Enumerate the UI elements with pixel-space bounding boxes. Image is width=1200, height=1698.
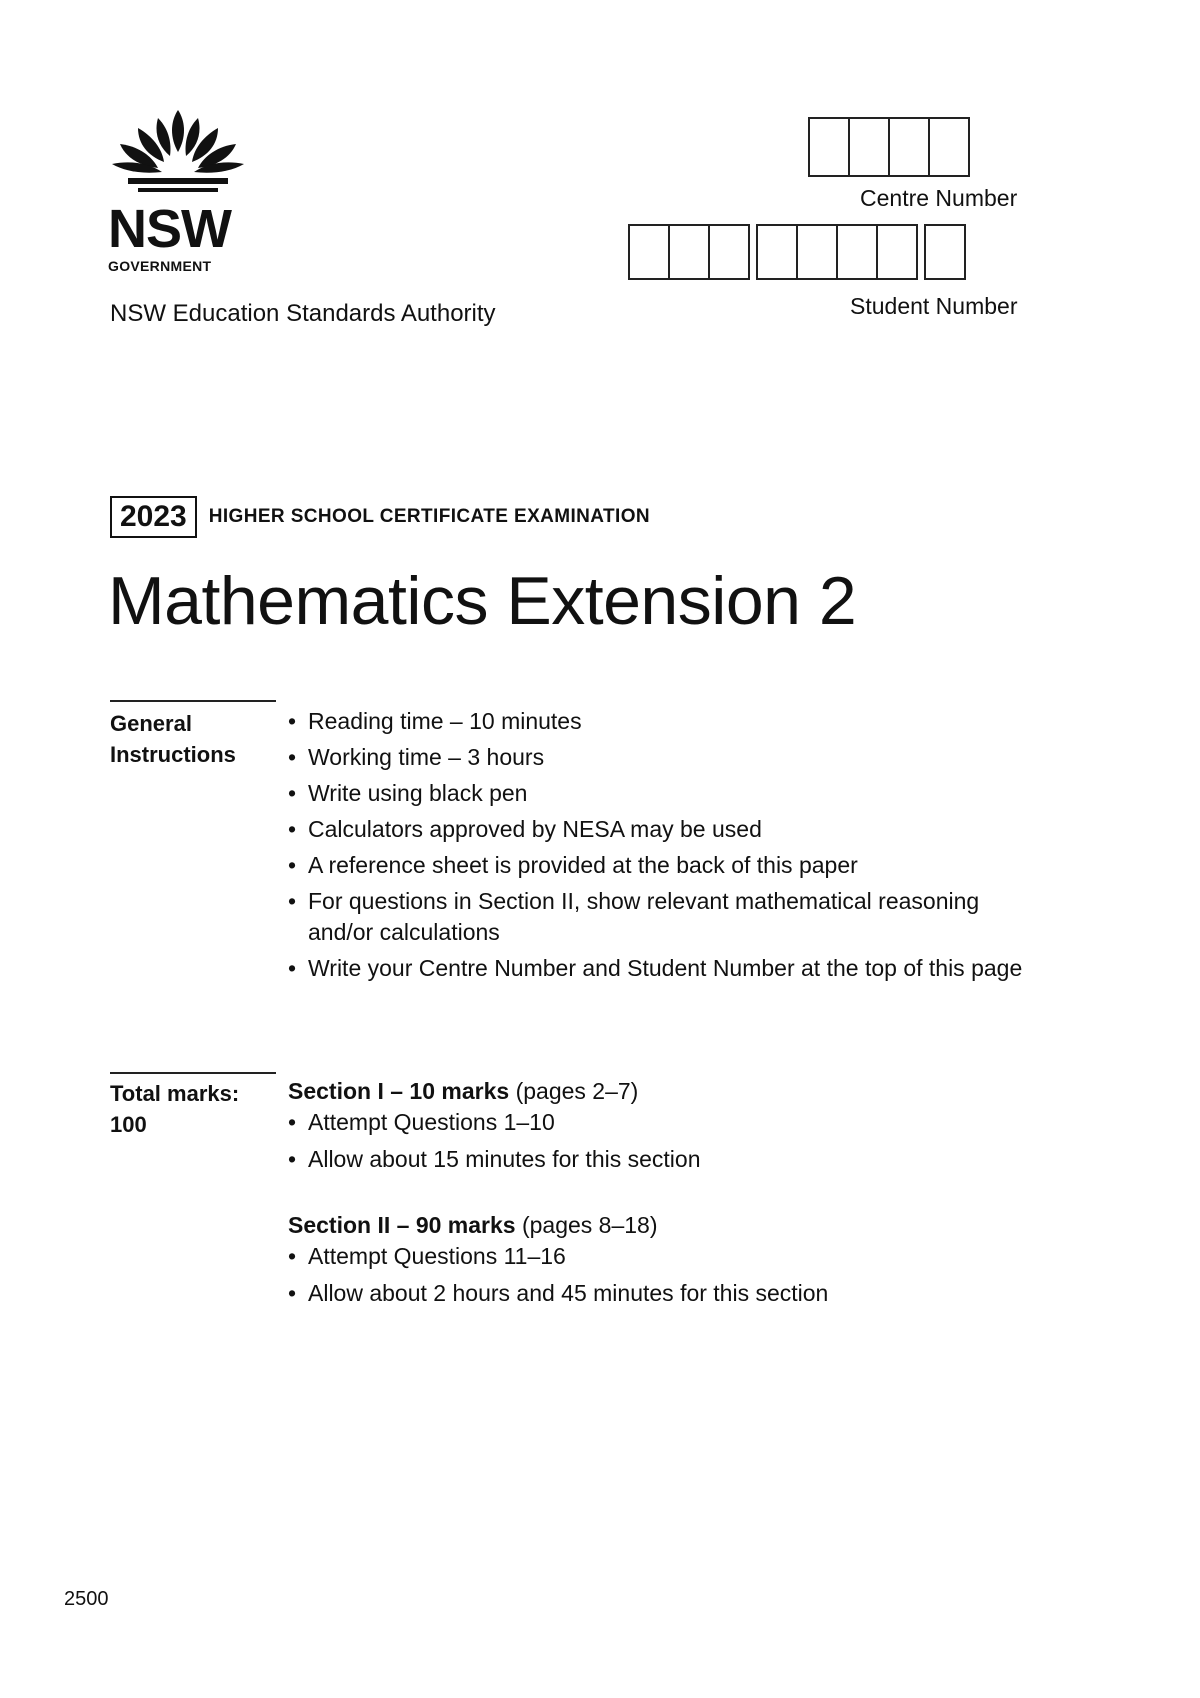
list-item: • For questions in Section II, show relevant mathematical reasoning and/or calculations <box>288 886 1048 948</box>
section-two <box>288 1210 1048 1315</box>
student-digit-box[interactable] <box>668 224 710 280</box>
student-digit-box[interactable] <box>756 224 798 280</box>
student-digit-box[interactable] <box>796 224 838 280</box>
centre-digit-box[interactable] <box>928 117 970 177</box>
centre-number-label: Centre Number <box>860 185 1018 211</box>
waratah-flower-icon <box>108 108 248 200</box>
logo-subtitle: GOVERNMENT <box>108 258 212 274</box>
total-marks-label: Total marks: 100 <box>110 1078 270 1140</box>
section-heading: Section II – 90 marks (pages 8–18) <box>288 1212 658 1238</box>
authority-name: NSW Education Standards Authority <box>110 300 496 327</box>
section-instructions <box>288 1107 1048 1175</box>
list-item: • A reference sheet is provided at the back of this paper <box>288 850 1048 881</box>
student-number-label: Student Number <box>850 293 1018 319</box>
centre-digit-box[interactable] <box>888 117 930 177</box>
general-instructions-label: General Instructions <box>110 711 236 767</box>
student-number-boxes[interactable] <box>630 224 966 280</box>
logo-wordmark: NSW <box>108 199 231 259</box>
nsw-government-logo <box>108 108 248 274</box>
divider <box>110 1072 276 1074</box>
list-item: • Allow about 2 hours and 45 minutes for this section <box>288 1278 1048 1309</box>
list-item: • Working time – 3 hours <box>288 742 1048 773</box>
divider <box>110 700 276 702</box>
centre-digit-box[interactable] <box>808 117 850 177</box>
list-item: • Attempt Questions 11–16 <box>288 1241 1048 1272</box>
centre-digit-box[interactable] <box>848 117 890 177</box>
paper-code: 2500 <box>64 1588 109 1610</box>
student-digit-box[interactable] <box>708 224 750 280</box>
student-digit-box[interactable] <box>876 224 918 280</box>
list-item: • Reading time – 10 minutes <box>288 706 1048 737</box>
section-heading: Section I – 10 marks (pages 2–7) <box>288 1078 639 1104</box>
list-item: • Calculators approved by NESA may be used <box>288 814 1048 845</box>
list-item: • Attempt Questions 1–10 <box>288 1107 1048 1138</box>
student-digit-box[interactable] <box>628 224 670 280</box>
section-instructions <box>288 1241 1048 1309</box>
list-item: • Write your Centre Number and Student Number at the top of this page <box>288 953 1048 984</box>
section-one <box>288 1076 1048 1181</box>
exam-year: 2023 <box>110 496 197 538</box>
total-marks-value: 100 <box>110 1112 147 1137</box>
centre-number-boxes[interactable] <box>810 117 970 177</box>
student-digit-box[interactable] <box>836 224 878 280</box>
list-item: • Allow about 15 minutes for this section <box>288 1144 1048 1175</box>
student-digit-box[interactable] <box>924 224 966 280</box>
general-instructions-list <box>288 706 1048 989</box>
exam-name: HIGHER SCHOOL CERTIFICATE EXAMINATION <box>208 506 651 527</box>
list-item: • Write using black pen <box>288 778 1048 809</box>
exam-header <box>110 496 650 538</box>
page-title: Mathematics Extension 2 <box>108 563 857 639</box>
